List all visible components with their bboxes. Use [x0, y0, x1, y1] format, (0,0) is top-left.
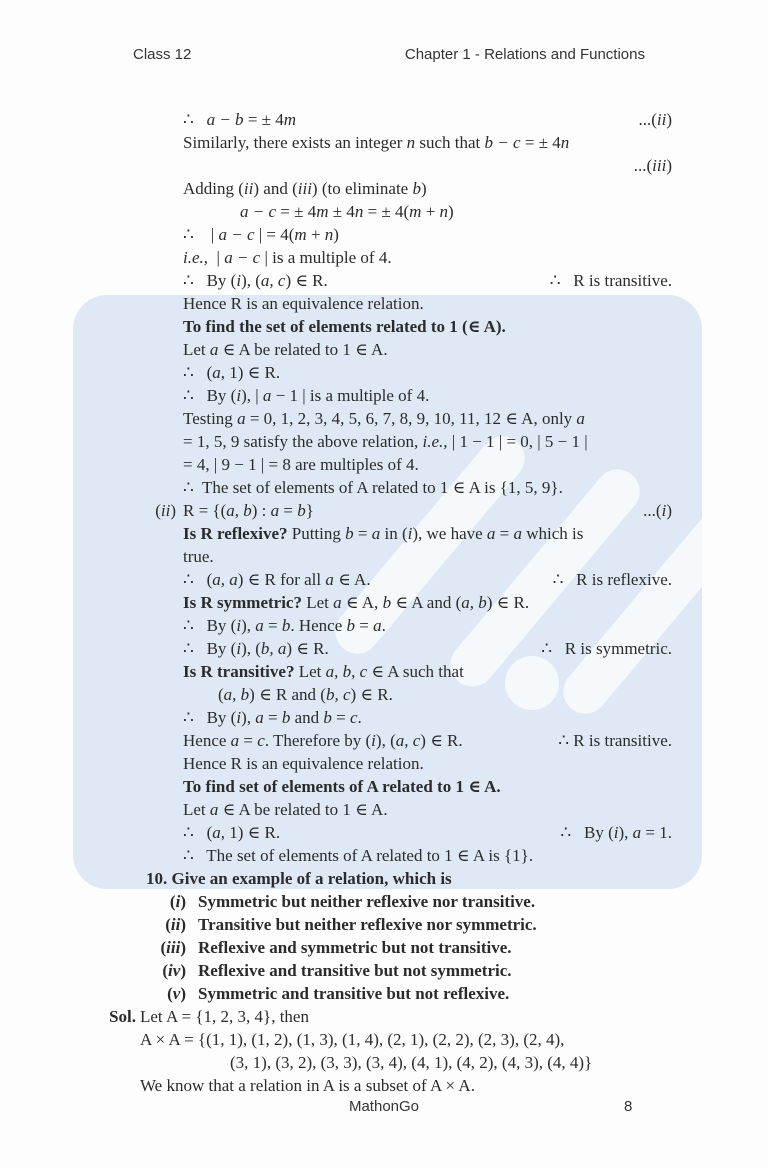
text-line: [0, 982, 768, 1005]
line-label: (iii): [160, 938, 186, 957]
header-chapter-title: Chapter 1 - Relations and Functions: [404, 46, 645, 63]
line-right: ∴ R is symmetric.: [541, 639, 672, 658]
text-line: [0, 1005, 768, 1028]
text-line: [0, 499, 768, 522]
line-main: Is R transitive? Let a, b, c ∈ A such that: [183, 662, 464, 681]
text-line: [0, 798, 768, 821]
line-main: A × A = {(1, 1), (1, 2), (1, 3), (1, 4), (2, 1), (2, 2), (2, 3), (2, 4),: [140, 1030, 565, 1049]
page-footer: [0, 1098, 768, 1118]
line-label: (v): [167, 984, 186, 1003]
line-main: ∴ The set of elements of A related to 1 ∈ A is {1}.: [183, 846, 534, 865]
text-line: [0, 637, 768, 660]
text-line: [0, 522, 768, 545]
line-label: (iv): [162, 961, 186, 980]
text-line: [0, 453, 768, 476]
line-right: ∴ By (i), a = 1.: [560, 823, 672, 842]
text-line: [0, 591, 768, 614]
text-line: [0, 131, 768, 154]
text-line: [0, 660, 768, 683]
line-right: ...(ii): [638, 110, 672, 129]
line-right: ∴ R is reflexive.: [552, 570, 672, 589]
text-line: [0, 430, 768, 453]
line-main: Let a ∈ A be related to 1 ∈ A.: [183, 340, 388, 359]
line-main: ∴ By (i), a = b and b = c.: [183, 708, 362, 727]
text-line: [0, 108, 768, 131]
line-main: Reflexive and transitive but not symmetric.: [198, 961, 512, 980]
text-line: [0, 867, 768, 890]
content-area: [0, 108, 768, 1097]
line-main: (3, 1), (3, 2), (3, 3), (3, 4), (4, 1), (4, 2), (4, 3), (4, 4)}: [230, 1053, 593, 1072]
line-main: ∴ | a − c | = 4(m + n): [183, 225, 339, 244]
text-line: [0, 706, 768, 729]
line-label: (i): [169, 892, 186, 911]
line-main: ∴ By (i), (a, c) ∈ R.: [183, 271, 328, 290]
text-line: [0, 844, 768, 867]
text-line: [0, 959, 768, 982]
text-line: [0, 913, 768, 936]
footer-brand: MathonGo: [348, 1098, 420, 1115]
text-line: [0, 384, 768, 407]
line-main: ∴ (a, a) ∈ R for all a ∈ A.: [183, 570, 371, 589]
line-label: (ii): [155, 501, 176, 520]
line-main: ∴ The set of elements of A related to 1 ∈ A is {1, 5, 9}.: [183, 478, 563, 497]
text-line: [0, 614, 768, 637]
line-main: Let a ∈ A be related to 1 ∈ A.: [183, 800, 388, 819]
line-right: ...(i): [643, 501, 672, 520]
line-main: true.: [183, 547, 214, 566]
line-main: 10. Give an example of a relation, which is: [146, 869, 452, 888]
line-main: Hence a = c. Therefore by (i), (a, c) ∈ R.: [183, 731, 463, 750]
text-line: [0, 729, 768, 752]
text-line: [0, 1028, 768, 1051]
text-line: [0, 476, 768, 499]
line-main: Similarly, there exists an integer n such that b − c = ± 4n: [183, 133, 570, 152]
line-main: Testing a = 0, 1, 2, 3, 4, 5, 6, 7, 8, 9, 10, 11, 12 ∈ A, only a: [183, 409, 585, 428]
page-number: 8: [624, 1098, 633, 1115]
line-main: Is R symmetric? Let a ∈ A, b ∈ A and (a, b) ∈ R.: [183, 593, 530, 612]
text-line: [0, 407, 768, 430]
line-main: ∴ (a, 1) ∈ R.: [183, 363, 281, 382]
line-right: ∴ R is transitive.: [558, 731, 672, 750]
line-main: = 4, | 9 − 1 | = 8 are multiples of 4.: [183, 455, 419, 474]
line-right: ...(iii): [633, 156, 672, 175]
line-main: To find the set of elements related to 1 (∈ A).: [183, 317, 506, 336]
text-line: [0, 821, 768, 844]
text-line: [0, 775, 768, 798]
header-class-label: Class 12: [133, 46, 192, 63]
text-line: [0, 568, 768, 591]
line-main: ∴ a − b = ± 4m: [183, 110, 297, 129]
text-line: [0, 223, 768, 246]
text-line: [0, 269, 768, 292]
text-line: [0, 338, 768, 361]
line-main: Hence R is an equivalence relation.: [183, 294, 424, 313]
text-line: [0, 752, 768, 775]
line-main: = 1, 5, 9 satisfy the above relation, i.e., | 1 − 1 | = 0, | 5 − 1 |: [183, 432, 588, 451]
line-main: ∴ (a, 1) ∈ R.: [183, 823, 281, 842]
line-main: i.e., | a − c | is a multiple of 4.: [183, 248, 392, 267]
text-line: [0, 683, 768, 706]
line-main: ∴ By (i), a = b. Hence b = a.: [183, 616, 386, 635]
text-line: [0, 936, 768, 959]
line-main: R = {(a, b) : a = b}: [183, 501, 314, 520]
line-main: Let A = {1, 2, 3, 4}, then: [140, 1007, 309, 1026]
text-line: [0, 315, 768, 338]
line-main: ∴ By (i), | a − 1 | is a multiple of 4.: [183, 386, 430, 405]
text-line: [0, 545, 768, 568]
page-header: [0, 46, 768, 66]
line-main: Adding (ii) and (iii) (to eliminate b): [183, 179, 427, 198]
line-main: Symmetric but neither reflexive nor transitive.: [198, 892, 536, 911]
text-line: [0, 154, 768, 177]
text-line: [0, 1051, 768, 1074]
line-main: Reflexive and symmetric but not transitive.: [198, 938, 512, 957]
line-label: Sol.: [109, 1007, 136, 1026]
text-line: [0, 177, 768, 200]
line-main: Transitive but neither reflexive nor symmetric.: [198, 915, 537, 934]
line-right: ∴ R is transitive.: [549, 271, 672, 290]
line-main: We know that a relation in A is a subset of A × A.: [140, 1076, 475, 1095]
text-line: [0, 246, 768, 269]
line-main: Is R reflexive? Putting b = a in (i), we have a = a which is: [183, 524, 584, 543]
line-main: a − c = ± 4m ± 4n = ± 4(m + n): [240, 202, 454, 221]
text-line: [0, 361, 768, 384]
text-line: [0, 890, 768, 913]
text-line: [0, 1074, 768, 1097]
text-line: [0, 292, 768, 315]
line-main: To find set of elements of A related to 1 ∈ A.: [183, 777, 501, 796]
line-main: Hence R is an equivalence relation.: [183, 754, 424, 773]
line-label: (ii): [165, 915, 186, 934]
line-main: ∴ By (i), (b, a) ∈ R.: [183, 639, 329, 658]
line-main: (a, b) ∈ R and (b, c) ∈ R.: [218, 685, 393, 704]
text-line: [0, 200, 768, 223]
line-main: Symmetric and transitive but not reflexive.: [198, 984, 510, 1003]
